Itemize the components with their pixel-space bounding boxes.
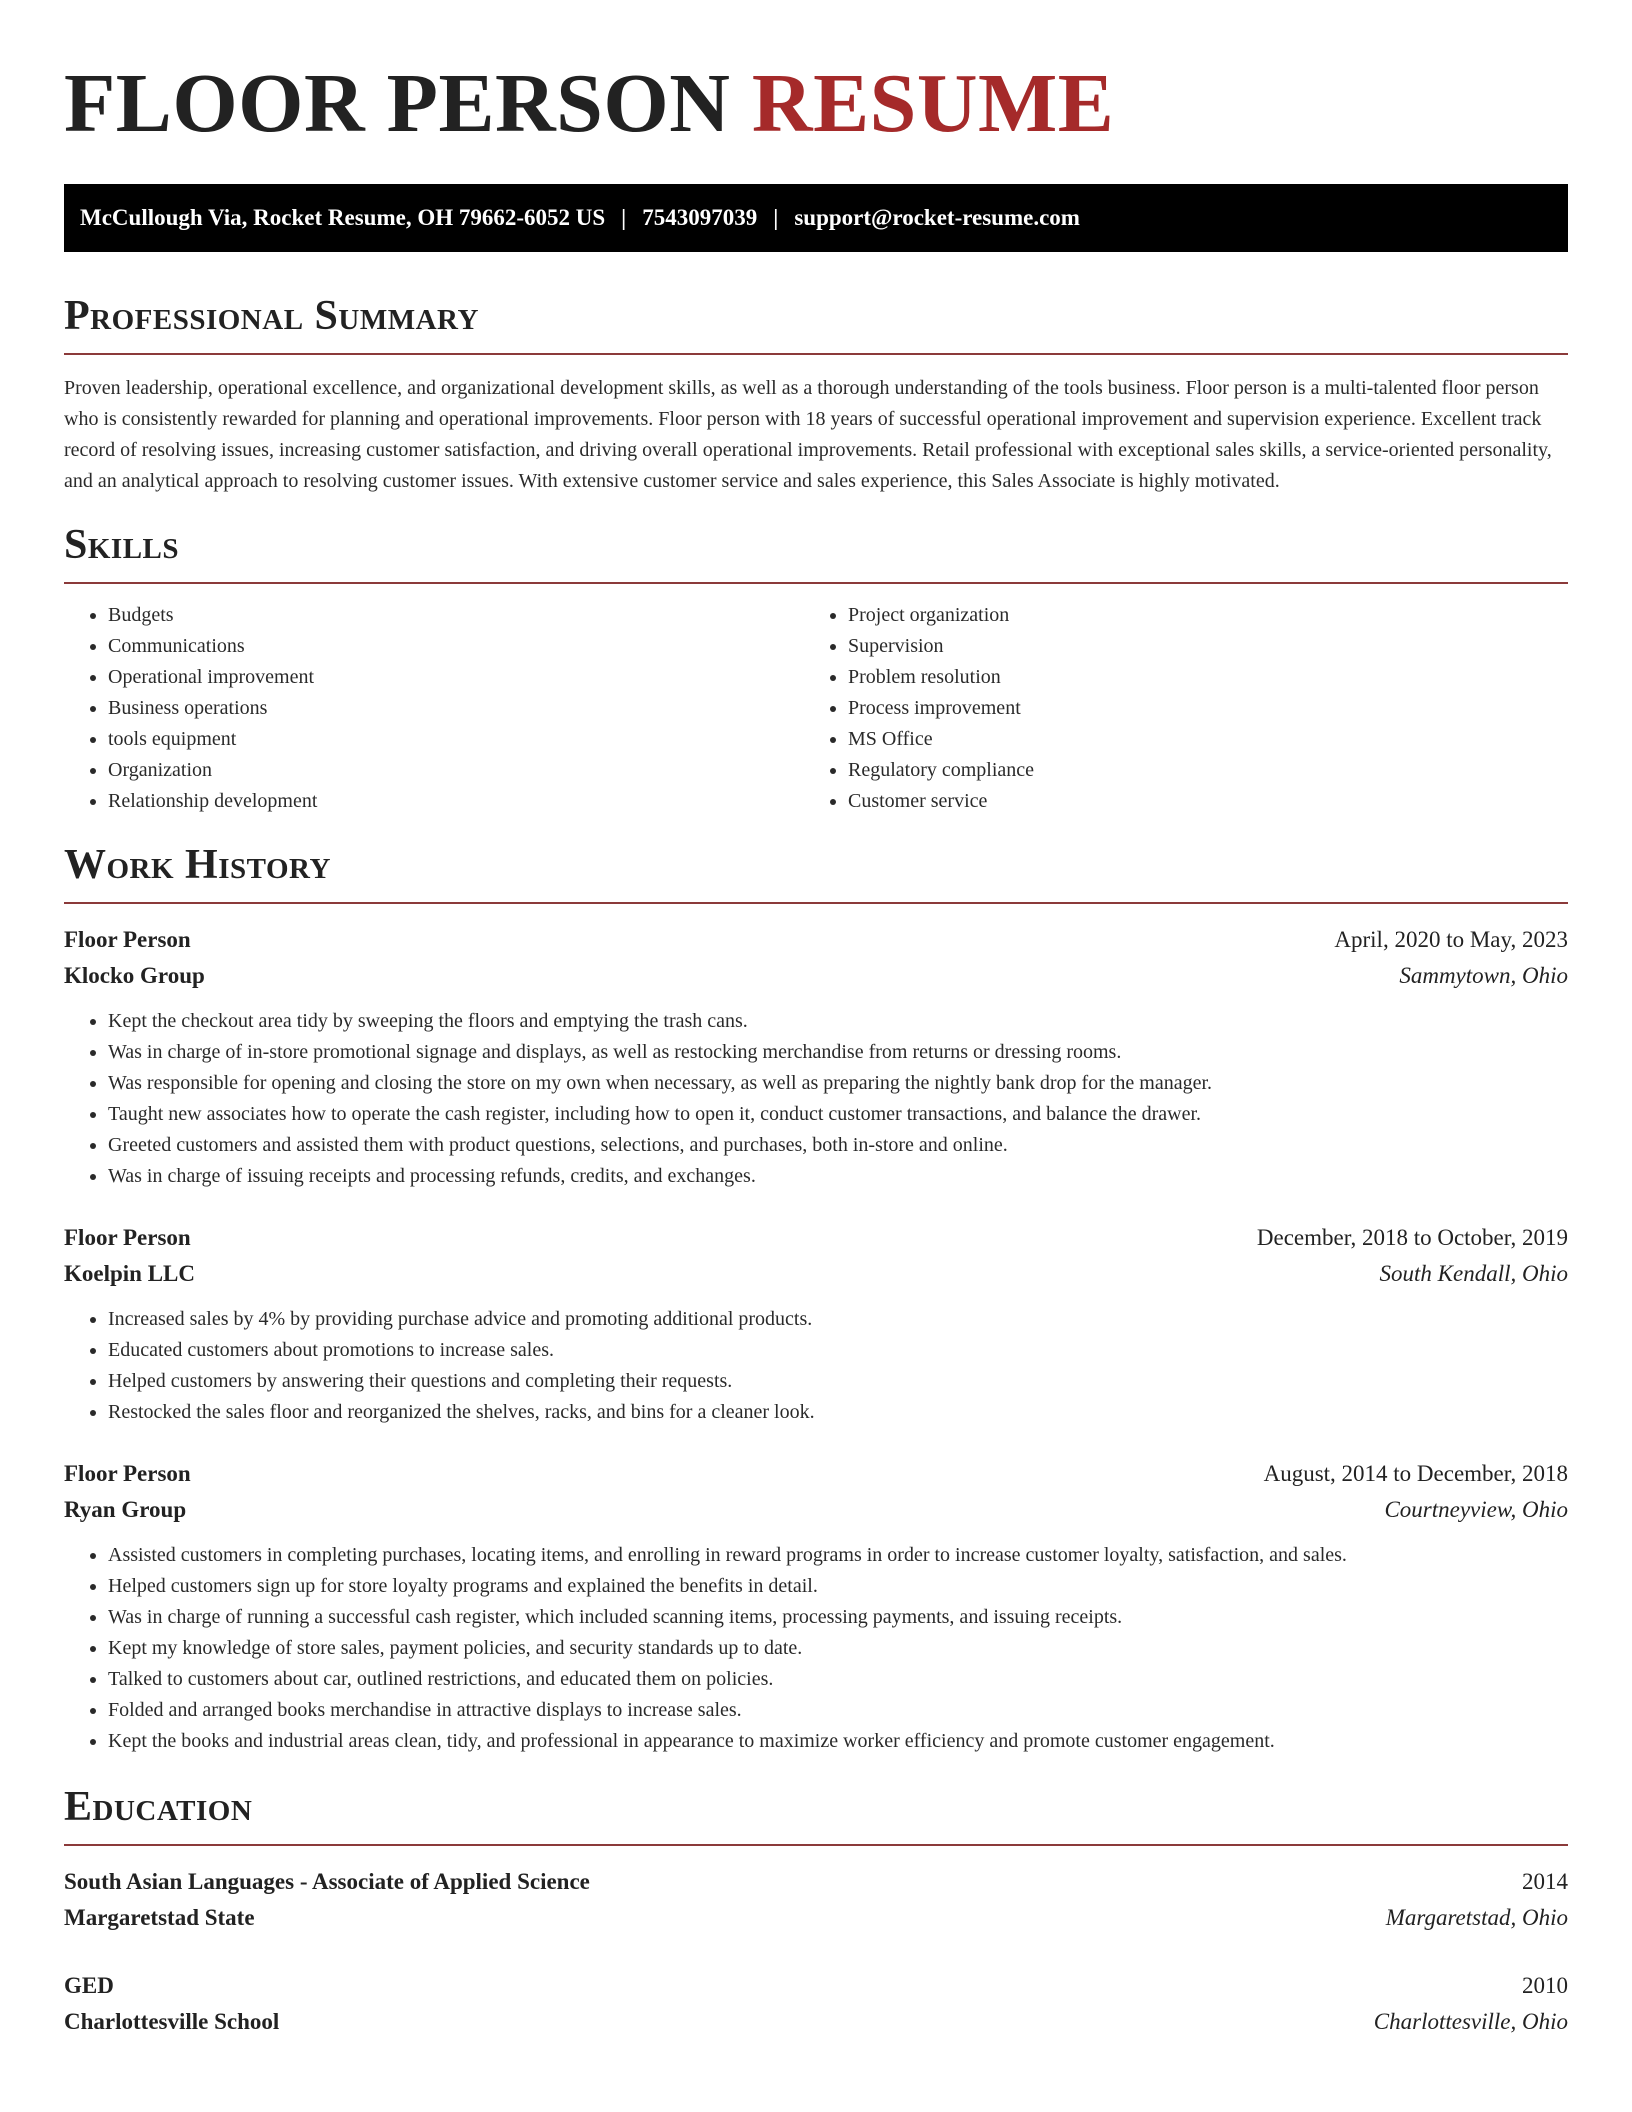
contact-email: support@rocket-resume.com	[794, 205, 1080, 230]
education-location: Margaretstad, Ohio	[1385, 1905, 1568, 1930]
skill-item: • tools equipment	[108, 724, 804, 755]
skill-item: • Business operations	[108, 693, 804, 724]
job-dates: August, 2014 to December, 2018	[1263, 1461, 1568, 1486]
skill-item: • Regulatory compliance	[848, 755, 1544, 786]
job-bullet: • Greeted customers and assisted them with product questions, selections, and purchases, both in-store and online.	[108, 1130, 1568, 1161]
skill-item: • Operational improvement	[108, 662, 804, 693]
contact-address: McCullough Via, Rocket Resume, OH 79662-6052 US	[80, 205, 606, 230]
job-bullets	[64, 1304, 1568, 1428]
skill-item: • MS Office	[848, 724, 1544, 755]
job-company: Koelpin LLC	[64, 1261, 196, 1286]
job-bullet: • Helped customers by answering their questions and completing their requests.	[108, 1366, 1568, 1397]
skill-item: • Project organization	[848, 600, 1544, 631]
job-bullet: • Was responsible for opening and closing the store on my own when necessary, as well as preparing the nightly bank drop for the manager.	[108, 1068, 1568, 1099]
job-location: Sammytown, Ohio	[1399, 963, 1568, 988]
education-entry	[64, 1968, 1568, 2040]
education-entry	[64, 1864, 1568, 1936]
skills-list	[64, 600, 1568, 817]
job-bullet: • Educated customers about promotions to increase sales.	[108, 1335, 1568, 1366]
education-year: 2010	[1522, 1973, 1568, 1998]
skills-column-left	[64, 600, 804, 817]
job-bullet: • Was in charge of running a successful cash register, which included scanning items, processing payments, and issuing receipts.	[108, 1602, 1568, 1633]
job-bullet: • Kept my knowledge of store sales, payment policies, and security standards up to date.	[108, 1633, 1568, 1664]
education-year: 2014	[1522, 1869, 1568, 1894]
summary-heading: Professional Summary	[64, 290, 1568, 355]
job-company: Ryan Group	[64, 1497, 187, 1522]
skill-item: • Relationship development	[108, 786, 804, 817]
job-bullet: • Was in charge of issuing receipts and processing refunds, credits, and exchanges.	[108, 1161, 1568, 1192]
job-dates: April, 2020 to May, 2023	[1334, 927, 1568, 952]
job-title: Floor Person	[64, 1225, 191, 1250]
job-title: Floor Person	[64, 1461, 191, 1486]
skill-item: • Customer service	[848, 786, 1544, 817]
education-school: Charlottesville School	[64, 2009, 280, 2034]
job-bullet: • Helped customers sign up for store loyalty programs and explained the benefits in detail.	[108, 1571, 1568, 1602]
job-bullet: • Taught new associates how to operate the cash register, including how to open it, conduct customer transactions, and balance the drawer.	[108, 1099, 1568, 1130]
job-entry	[64, 922, 1568, 1192]
job-location: Courtneyview, Ohio	[1384, 1497, 1568, 1522]
contact-separator: |	[621, 205, 627, 230]
job-bullet: • Assisted customers in completing purchases, locating items, and enrolling in reward programs in order to increase customer loyalty, satisfaction, and sales.	[108, 1540, 1568, 1571]
title-accent: RESUME	[751, 57, 1115, 150]
job-location: South Kendall, Ohio	[1379, 1261, 1568, 1286]
skills-column-right	[804, 600, 1544, 817]
education-degree: South Asian Languages - Associate of Applied Science	[64, 1869, 590, 1894]
job-entry	[64, 1220, 1568, 1428]
education-location: Charlottesville, Ohio	[1373, 2009, 1568, 2034]
job-bullet: • Folded and arranged books merchandise in attractive displays to increase sales.	[108, 1695, 1568, 1726]
skills-heading: Skills	[64, 519, 1568, 584]
skill-item: • Communications	[108, 631, 804, 662]
job-bullets	[64, 1006, 1568, 1192]
work-history-heading: Work History	[64, 839, 1568, 904]
job-bullet: • Was in charge of in-store promotional signage and displays, as well as restocking merchandise from returns or dressing rooms.	[108, 1037, 1568, 1068]
job-bullet: • Talked to customers about car, outlined restrictions, and educated them on policies.	[108, 1664, 1568, 1695]
education-degree: GED	[64, 1973, 114, 1998]
job-title: Floor Person	[64, 927, 191, 952]
skill-item: • Organization	[108, 755, 804, 786]
contact-phone: 7543097039	[642, 205, 758, 230]
job-company: Klocko Group	[64, 963, 205, 988]
job-bullet: • Increased sales by 4% by providing purchase advice and promoting additional products.	[108, 1304, 1568, 1335]
job-bullet: • Kept the books and industrial areas clean, tidy, and professional in appearance to maximize worker efficiency and promote customer engagement.	[108, 1726, 1568, 1757]
resume-title	[64, 52, 1568, 156]
skill-item: • Process improvement	[848, 693, 1544, 724]
job-bullet: • Kept the checkout area tidy by sweeping the floors and emptying the trash cans.	[108, 1006, 1568, 1037]
contact-separator: |	[773, 205, 779, 230]
skill-item: • Problem resolution	[848, 662, 1544, 693]
summary-text: Proven leadership, operational excellence, and organizational development skills, as well as a thorough understanding of the tools business. Floor person is a multi-talented floor person who is consistently rewarded for planning and operational improvements. Floor person with 18 years of successful operational improvement and supervision experience. Excellent track record of resolving issues, increasing customer satisfaction, and driving overall operational improvements. Retail professional with exceptional sales skills, a service-oriented personality, and an analytical approach to resolving customer issues. With extensive customer service and sales experience, this Sales Associate is highly motivated.	[64, 377, 1552, 492]
education-heading: Education	[64, 1781, 1568, 1846]
education-school: Margaretstad State	[64, 1905, 255, 1930]
job-bullets	[64, 1540, 1568, 1757]
job-bullet: • Restocked the sales floor and reorganized the shelves, racks, and bins for a cleaner look.	[108, 1397, 1568, 1428]
skill-item: • Supervision	[848, 631, 1544, 662]
job-entry	[64, 1456, 1568, 1757]
skill-item: • Budgets	[108, 600, 804, 631]
job-dates: December, 2018 to October, 2019	[1256, 1225, 1568, 1250]
contact-bar	[64, 184, 1568, 252]
title-main: FLOOR PERSON	[64, 57, 731, 150]
